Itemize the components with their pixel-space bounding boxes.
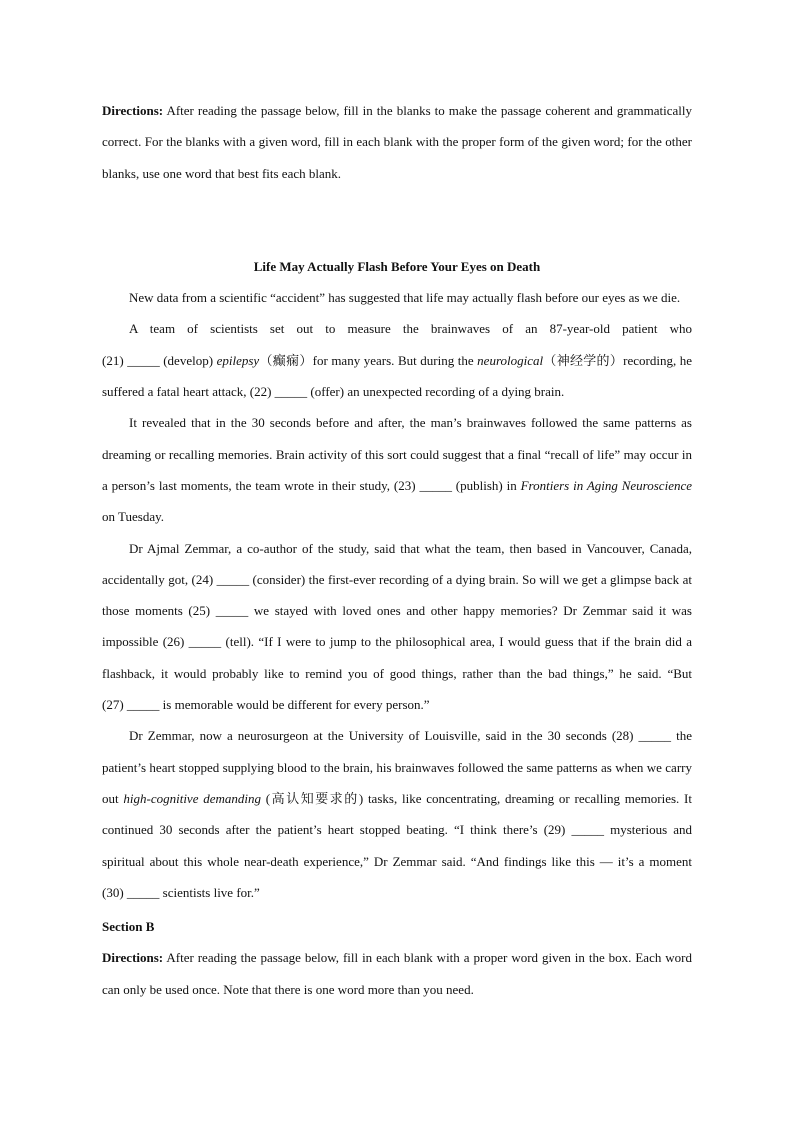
section-b-directions bbox=[102, 942, 692, 1005]
section-b-heading: Section B bbox=[102, 919, 155, 935]
paragraph-text: an unexpected recording of a dying brain. bbox=[344, 384, 565, 400]
passage-paragraph-5 bbox=[102, 720, 692, 908]
passage-paragraph-4 bbox=[102, 533, 692, 721]
passage-paragraph-3 bbox=[102, 407, 692, 532]
term-neurological: neurological bbox=[477, 352, 544, 368]
paragraph-text: (高认知要求的) tasks, like concentrating, dreaming or recalling memories. It continued 30 seconds after the patient’s heart stopped beating. “I think there’s bbox=[102, 790, 692, 838]
passage-paragraph-2 bbox=[102, 313, 692, 407]
paragraph-text: It revealed that in the 30 seconds before and after, the man’s brainwaves followed the same patterns as dreaming or recalling memories. Brain activity of this sort could suggest that a final “recall of life” may occur in a person’s last moments, the team wrote in their study, bbox=[102, 415, 692, 493]
document-page bbox=[102, 95, 692, 1005]
paragraph-text: is memorable would be different for every person.” bbox=[159, 697, 430, 713]
blank-27[interactable]: (27) _____ bbox=[102, 697, 160, 713]
blank-26[interactable]: (26) _____ (tell) bbox=[162, 634, 251, 650]
paragraph-text: scientists live for.” bbox=[159, 884, 260, 900]
passage-paragraph-1: New data from a scientific “accident” has suggested that life may actually flash before our eyes as we die. bbox=[129, 290, 681, 306]
paragraph-text: Dr Zemmar, now a neurosurgeon at the University of Louisville, said in the 30 seconds bbox=[129, 728, 612, 744]
term-high-cognitive-demanding: high-cognitive demanding bbox=[123, 790, 262, 806]
paragraph-text: （癫痫）for many years. But during the bbox=[259, 352, 478, 368]
blank-25[interactable]: (25) _____ bbox=[188, 603, 249, 619]
directions-label: Directions: bbox=[102, 103, 164, 118]
blank-30[interactable]: (30) _____ bbox=[102, 884, 160, 900]
term-epilepsy: epilepsy bbox=[216, 352, 260, 368]
passage-title: Life May Actually Flash Before Your Eyes on Death bbox=[253, 258, 541, 274]
paragraph-text: on Tuesday. bbox=[102, 509, 165, 525]
paragraph-text: Dr Ajmal Zemmar, a co-author of the study, said that what the team, then based in Vancouver, Canada, accidentally got, bbox=[102, 540, 692, 587]
blank-23[interactable]: (23) _____ (publish) bbox=[393, 477, 503, 493]
directions-text: After reading the passage below, fill in each blank with a proper word given in the box. Each word can only be used once. Note that there is one word more than you need. bbox=[102, 950, 692, 997]
blank-22[interactable]: (22) _____ (offer) bbox=[249, 384, 345, 400]
paragraph-text: A team of scientists set out to measure the brainwaves of an 87-year-old patient who bbox=[129, 321, 692, 337]
journal-name: Frontiers in Aging Neuroscience bbox=[520, 477, 692, 493]
paragraph-text: the patient’s heart stopped supplying blood to the brain, his brainwaves followed the same patterns as when we carry out bbox=[102, 728, 692, 806]
paragraph-text: mysterious and spiritual about this whole near-death experience,” Dr Zemmar said. “And findings like this — it’s a moment bbox=[102, 822, 692, 869]
paragraph-text: . “If I were to jump to the philosophical area, I would guess that if the brain did a flashback, it would probably like to remind you of good things, rather than the bad things,” he said. “But bbox=[102, 634, 693, 681]
paragraph-text: we stayed with loved ones and other happy memories? Dr Zemmar said it was impossible bbox=[102, 603, 692, 650]
paragraph-text: in bbox=[502, 477, 521, 493]
paragraph-text: the first-ever recording of a dying brain. So will we get a glimpse back at those moments bbox=[102, 571, 692, 619]
blank-29[interactable]: (29) _____ bbox=[543, 822, 604, 838]
blank-24[interactable]: (24) _____ (consider) bbox=[191, 571, 306, 587]
paragraph-text: （神经学的）recording, he suffered a fatal heart attack, bbox=[102, 352, 693, 400]
directions-label: Directions: bbox=[102, 950, 164, 966]
blank-21[interactable]: (21) _____ (develop) bbox=[102, 352, 217, 368]
blank-28[interactable]: (28) _____ bbox=[611, 728, 672, 744]
directions-text: After reading the passage below, fill in the blanks to make the passage coherent and grammatically correct. For the blanks with a given word, fill in each blank with the proper form of the given word; for the other blanks, use one word that best fits each blank. bbox=[102, 103, 692, 181]
directions-paragraph bbox=[102, 95, 692, 189]
